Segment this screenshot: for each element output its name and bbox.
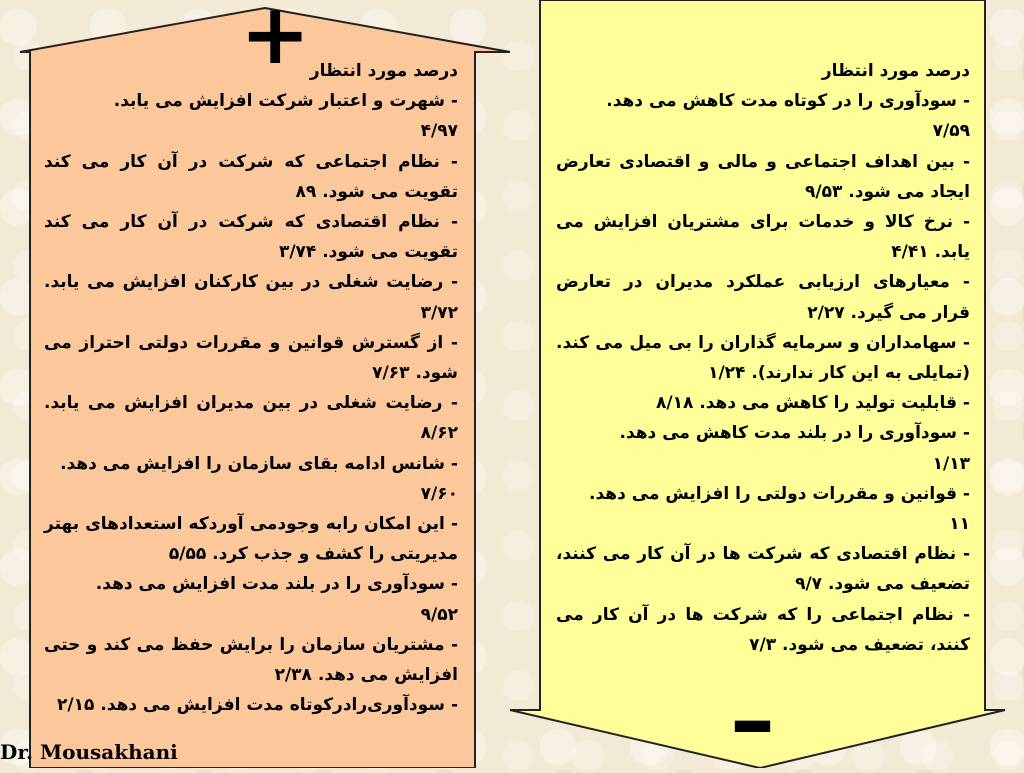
- item-text: - قابلیت تولید را کاهش می دهد.: [699, 393, 970, 414]
- item-text: - نرخ کالا و خدمات برای مشتریان افزایش می یابد.: [556, 212, 970, 263]
- item-value: ۷/۵۹: [932, 121, 970, 142]
- item-text: - رضایت شغلی در بین کارکنان افزایش می یابد.: [44, 272, 458, 293]
- list-item: [556, 479, 970, 539]
- item-value: ۲/۱۵: [57, 695, 95, 716]
- item-value: ۲/۳۸: [274, 665, 312, 686]
- item-text: - شهرت و اعتبار شرکت افزایش می یابد.: [113, 91, 458, 112]
- expected-percentage-header: درصد مورد انتظار: [821, 61, 970, 81]
- item-value: ۷/۳: [749, 634, 777, 655]
- item-text: - نظام اجتماعی که شرکت در آن کار می کند تقویت می شود.: [44, 151, 458, 202]
- item-text: - سودآوری‌رادرکوتاه مدت افزایش می دهد.: [100, 695, 458, 716]
- list-item: [556, 418, 970, 478]
- item-text: - بین اهداف اجتماعی و مالی و اقتصادی تعارض ایجاد می شود.: [556, 151, 970, 202]
- item-value: ۷/۶۳: [372, 363, 410, 384]
- plus-sign: +: [240, 0, 311, 83]
- item-value: ۱/۲۴: [708, 363, 746, 384]
- list-item: [556, 86, 970, 146]
- list-item: [44, 328, 458, 388]
- item-text: - سودآوری را در بلند مدت افزایش می دهد.: [95, 574, 458, 595]
- negative-consequences-panel: [556, 56, 970, 660]
- item-value: ۹/۷: [795, 574, 823, 595]
- list-item: [44, 147, 458, 207]
- list-item: [44, 207, 458, 267]
- list-item: [556, 267, 970, 327]
- list-item: [556, 539, 970, 599]
- list-item: [44, 86, 458, 146]
- item-value: ۸/۱۸: [655, 393, 694, 414]
- item-value: ۵/۵۵: [168, 544, 207, 565]
- list-item: [556, 207, 970, 267]
- item-text: - نظام اقتصادی که شرکت ها در آن کار می کنند، تضعیف می شود.: [556, 544, 970, 595]
- item-value: ۸/۶۲: [420, 423, 458, 444]
- item-text: - از گسترش قوانین و مقررات دولتی احتراز می شود.: [44, 332, 458, 384]
- item-text: - سودآوری را در کوتاه مدت کاهش می دهد.: [606, 91, 970, 112]
- list-item: [44, 388, 458, 448]
- item-value: ۷/۶۰: [420, 483, 458, 504]
- list-item: [44, 630, 458, 690]
- item-text: - این امکان رابه وجودمی آوردکه استعدادهای بهتر مدیریتی را کشف و جذب کرد.: [44, 514, 458, 565]
- expected-percentage-header: درصد مورد انتظار: [309, 61, 458, 81]
- minus-sign: –: [730, 668, 775, 773]
- item-value: ۱۱: [949, 514, 970, 535]
- positive-consequences-panel: [44, 56, 458, 720]
- item-text: - نظام اجتماعی را که شرکت ها در آن کار می کنند، تضعیف می شود.: [556, 604, 970, 655]
- item-value: ۲/۲۷: [807, 302, 845, 323]
- item-text: - مشتریان سازمان را برایش حفظ می کند و حتی افزایش می دهد.: [44, 634, 458, 686]
- item-value: ۸۹: [295, 181, 317, 202]
- item-value: ۱/۱۳: [932, 453, 970, 474]
- item-text: - نظام اقتصادی که شرکت در آن کار می کند تقویت می شود.: [44, 212, 458, 263]
- item-value: ۳/۷۲: [420, 302, 458, 323]
- item-value: ۴/۹۷: [420, 121, 458, 142]
- list-item: [44, 449, 458, 509]
- list-item: [44, 509, 458, 569]
- item-value: ۴/۴۱: [891, 242, 929, 263]
- author-credit: Dr. Mousakhani: [0, 740, 178, 764]
- item-value: ۳/۷۴: [278, 242, 317, 263]
- item-text: - قوانین و مقررات دولتی را افزایش می دهد.: [589, 483, 970, 504]
- item-text: - سهامداران و سرمایه گذاران را بی میل می کند. (تمایلی به این کار ندارند).: [556, 332, 970, 384]
- list-item: [44, 569, 458, 629]
- item-text: - معیارهای ارزیابی عملکرد مدیران در تعارض قرار می گیرد.: [556, 272, 970, 323]
- list-item: [556, 388, 970, 418]
- item-value: ۹/۵۳: [805, 181, 843, 202]
- list-item: [556, 328, 970, 388]
- list-item: [556, 600, 970, 660]
- list-item: [556, 147, 970, 207]
- item-text: - شانس ادامه بقای سازمان را افزایش می دهد.: [60, 453, 458, 474]
- item-value: ۹/۵۲: [420, 604, 458, 625]
- item-text: - سودآوری را در بلند مدت کاهش می دهد.: [619, 423, 970, 444]
- item-text: - رضایت شغلی در بین مدیران افزایش می یابد.: [44, 393, 458, 414]
- list-item: [44, 690, 458, 720]
- list-item: [44, 267, 458, 327]
